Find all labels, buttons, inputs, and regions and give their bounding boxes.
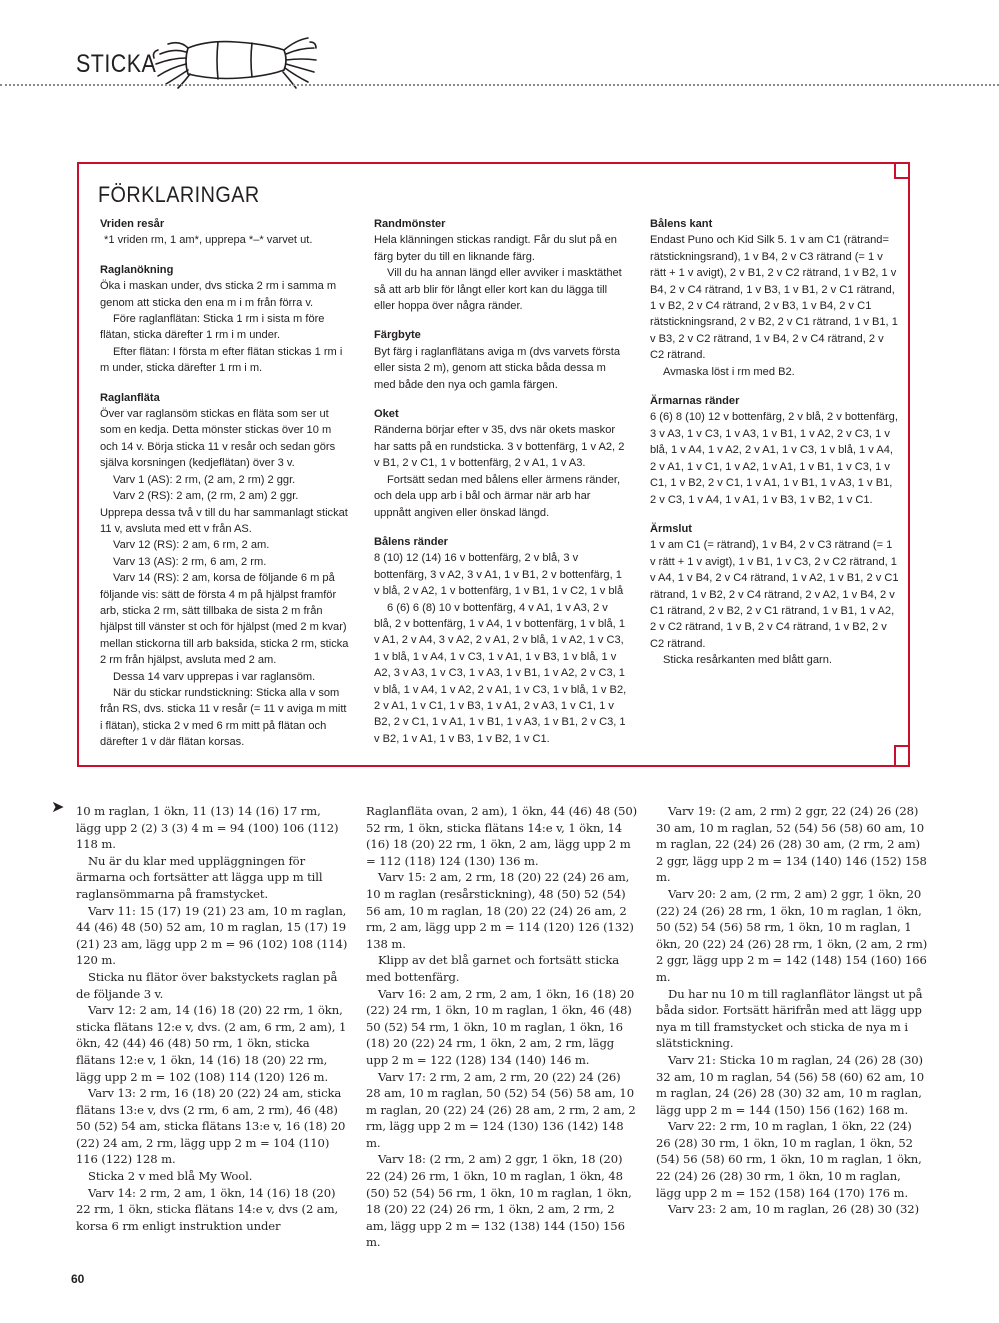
box-tab-bottom bbox=[894, 745, 910, 767]
paragraph: Efter flätan: I första m efter flätan stickas 1 rm i m under, sticka därefter 1 rm i m. bbox=[100, 345, 343, 375]
box-title: FÖRKLARINGAR bbox=[98, 182, 260, 207]
paragraph: När du stickar rundstickning: Sticka alla v som från RS, dvs. sticka 11 v resår (= 11 v aviga m mitt i flätan), sticka 2 v med 6 rm mitt på flätan och därefter 1 v där flätan korsas. bbox=[100, 686, 347, 749]
subheading: Bålens ränder bbox=[374, 535, 448, 548]
paragraph: Fortsätt sedan med bålens eller ärmens ränder, och dela upp arb i bål och ärmar när arb har uppnått angiven eller önskad längd. bbox=[374, 473, 621, 519]
spacer bbox=[100, 377, 350, 390]
paragraph: Varv 20: 2 am, (2 rm, 2 am) 2 ggr, 1 ökn, 20 (22) 24 (26) 28 rm, 1 ökn, 10 m raglan, 1 ökn, 50 (52) 54 (56) 58 rm, 1 ökn, 10 m raglan, 1 ökn, 20 (22) 24 (26) 28 rm, 1 ökn, (2 am, 2 rm) 2 ggr, lägg upp 2 m = 142 (148) 154 (160) 166 m. bbox=[656, 886, 928, 984]
paragraph: 1 v am C1 (= rätrand), 1 v B4, 2 v C3 rätrand (= 1 v rätt + 1 v avigt), 1 v B1, 1 v C3, 2 v C2 rätrand, 1 v A4, 1 v B4, 2 v C4 rätrand, 1 v A2, 1 v B1, 2 v C1 rätrand, 1 v B2, 2 v C4 rätrand, 2 v A2, 1 v B4, 2 v C1 rätrand, 2 v B2, 2 v C1 rätrand, 1 v B1, 1 v A2, 2 v C2 rätrand, 1 v B, 2 v C4 rätrand, 1 v B2, 2 v C2 rätrand. bbox=[650, 539, 899, 650]
paragraph: Varv 22: 2 rm, 10 m raglan, 1 ökn, 22 (24) 26 (28) 30 rm, 1 ökn, 10 m raglan, 1 ökn, 52 (54) 56 (58) 60 rm, 1 ökn, 10 m raglan, 1 ökn, 22 (24) 26 (28) 30 rm, 1 ökn, 10 m raglan, lägg upp 2 m = 152 (158) 164 (170) 176 m. bbox=[656, 1119, 922, 1200]
box-column-1 bbox=[100, 216, 350, 751]
paragraph: 6 (6) 6 (8) 10 v bottenfärg, 4 v A1, 1 v A3, 2 v blå, 2 v bottenfärg, 1 v A4, 1 v bottenfärg, 1 v blå, 1 v A1, 2 v A4, 3 v A2, 2 v A1, 2 v blå, 1 v A2, 1 v C3, 1 v blå, 1 v A4, 1 v C3, 1 v A1, 1 v B3, 1 v blå, 1 v A2, 3 v A3, 1 v C3, 1 v A3, 1 v B1, 1 v A2, 2 v C3, 1 v blå, 1 v A4, 1 v A2, 2 v A1, 1 v C3, 1 v blå, 1 v B2, 2 v A1, 1 v C1, 1 v B3, 1 v A1, 2 v A3, 1 v C1, 1 v B2, 2 v C1, 1 v A1, 1 v B1, 1 v A3, 1 v B1, 2 v C3, 1 v B2, 1 v A1, 1 v B3, 1 v B2, 1 v C1. bbox=[374, 601, 627, 745]
paragraph: 8 (10) 12 (14) 16 v bottenfärg, 2 v blå, 3 v bottenfärg, 3 v A2, 3 v A1, 1 v B1, 2 v bottenfärg, 1 v blå, 2 v A2, 1 v bottenfärg, 1 v B1, 1 v C2, 1 v blå bbox=[374, 552, 624, 598]
paragraph: Raglanfläta ovan, 2 am), 1 ökn, 44 (46) 48 (50) 52 rm, 1 ökn, sticka flätans 14:e v, 1 ökn, 14 (16) 18 (20) 22 rm, 1 ökn, 2 am, lägg upp 2 m = 112 (118) 124 (130) 136 m. bbox=[366, 804, 638, 868]
paragraph: Varv 15: 2 am, 2 rm, 18 (20) 22 (24) 26 am, 10 m raglan (resårstickning), 48 (50) 52 (54) 56 am, 10 m raglan, 18 (20) 22 (24) 26 am, 2 rm, 2 am, lägg upp 2 m = 114 (120) 126 (132) 138 m. bbox=[366, 870, 634, 951]
paragraph: Varv 19: (2 am, 2 rm) 2 ggr, 22 (24) 26 (28) 30 am, 10 m raglan, 52 (54) 56 (58) 60 am, 10 m raglan, 22 (24) 26 (28) 30 am, (2 rm, 2 am) 2 ggr, lägg upp 2 m = 134 (140) 146 (152) 158 m. bbox=[656, 804, 927, 885]
paragraph: Före raglanflätan: Sticka 1 rm i sista m före flätan, sticka därefter 1 rm i m under. bbox=[100, 313, 325, 342]
paragraph: *1 vriden rm, 1 am*, upprepa *–* varvet ut. bbox=[104, 234, 313, 247]
paragraph: Avmaska löst i rm med B2. bbox=[663, 365, 795, 378]
paragraph: Klipp av det blå garnet och fortsätt sticka med bottenfärg. bbox=[366, 953, 620, 984]
paragraph: Sticka 2 v med blå My Wool. bbox=[88, 1169, 253, 1184]
paragraph: Varv 1 (AS): 2 rm, (2 am, 2 rm) 2 ggr. bbox=[113, 473, 296, 486]
paragraph: Sticka nu flätor över bakstyckets raglan på de följande 3 v. bbox=[76, 969, 338, 1001]
subheading: Ärmslut bbox=[650, 522, 692, 535]
spacer bbox=[650, 380, 900, 393]
page-number: 60 bbox=[71, 1272, 85, 1286]
paragraph: Dessa 14 varv upprepas i var raglansöm. bbox=[113, 670, 316, 683]
paragraph: Varv 21: Sticka 10 m raglan, 24 (26) 28 (30) 32 am, 10 m raglan, 54 (56) 58 (60) 62 am, 10 m raglan, 24 (26) 28 (30) 32 am, 10 m raglan, lägg upp 2 m = 144 (150) 156 (162) 168 m. bbox=[656, 1052, 924, 1117]
paragraph: Varv 13 (AS): 2 rm, 6 am, 2 rm. bbox=[113, 555, 267, 568]
paragraph: Byt färg i raglanflätans aviga m (dvs varvets första eller sista 2 m), genom att sticka båda dessa m med både den nya och gamla färgen. bbox=[374, 345, 621, 391]
paragraph: Över var raglansöm stickas en fläta som ser ut som en kedja. Detta mönster stickas över 10 m och 14 v. Börja sticka 11 v resår och sedan görs själva korsningen (kedjeflätan) över 3 v. bbox=[100, 408, 336, 470]
box-column-2 bbox=[374, 216, 628, 747]
yarn-skein-icon bbox=[148, 30, 318, 90]
box-column-3 bbox=[650, 216, 900, 669]
header-divider bbox=[0, 84, 999, 86]
spacer bbox=[100, 249, 350, 262]
paragraph: 10 m raglan, 1 ökn, 11 (13) 14 (16) 17 rm, lägg upp 2 (2) 3 (3) 4 m = 94 (100) 106 (112) 118 m. bbox=[76, 804, 339, 852]
paragraph: Ränderna börjar efter v 35, dvs när okets maskor har satts på en rundsticka. 3 v bottenfärg, 1 v A2, 2 v B1, 2 v C1, 1 v bottenfärg, 2 v A1, 1 v A3. bbox=[374, 424, 625, 470]
paragraph: Hela klänningen stickas randigt. Får du slut på en färg byter du till en liknande färg. bbox=[374, 234, 617, 263]
subheading: Raglanfläta bbox=[100, 391, 160, 404]
paragraph: Varv 23: 2 am, 10 m raglan, 26 (28) 30 (32) bbox=[668, 1202, 919, 1217]
paragraph: Varv 13: 2 rm, 16 (18) 20 (22) 24 am, sticka flätans 13:e v, dvs (2 rm, 6 am, 2 rm), 46 (48) 50 (52) 54 am, sticka flätans 13:e v, 16 (18) 20 (22) 24 am, 2 rm, lägg upp 2 m = 104 (110) 116 (122) 128 m. bbox=[76, 1086, 346, 1167]
paragraph: Varv 16: 2 am, 2 rm, 2 am, 1 ökn, 16 (18) 20 (22) 24 rm, 1 ökn, 10 m raglan, 1 ökn, 46 (48) 50 (52) 54 rm, 1 ökn, 10 m raglan, 1 ökn, 16 (18) 20 (22) 24 rm, 1 ökn, 2 am, 2 rm, lägg upp 2 m = 122 (128) 134 (140) 146 m. bbox=[366, 986, 635, 1067]
paragraph: Varv 2 (RS): 2 am, (2 rm, 2 am) 2 ggr. bbox=[113, 490, 299, 503]
paragraph: Varv 12 (RS): 2 am, 6 rm, 2 am. bbox=[113, 539, 270, 552]
paragraph: Vill du ha annan längd eller avviker i masktäthet så att arb blir för långt eller kort kan du lägga till eller hoppa över några ränder. bbox=[374, 267, 622, 313]
subheading: Vriden resår bbox=[100, 218, 165, 230]
box-tab-top bbox=[894, 163, 910, 179]
spacer bbox=[374, 393, 628, 406]
paragraph: Varv 12: 2 am, 14 (16) 18 (20) 22 rm, 1 ökn, sticka flätans 12:e v, dvs. (2 am, 6 rm, 2 am), 1 ökn, 42 (44) 46 (48) 50 rm, 1 ökn, sticka flätans 12:e v, 1 ökn, 14 (16) 18 (20) 22 rm, lägg upp 2 m = 102 (108) 114 (120) 126 m. bbox=[76, 1003, 347, 1084]
paragraph: Varv 14 (RS): 2 am, korsa de följande 6 m på följande vis: sätt de första 4 m på hjälpst framför arb, sticka 2 rm, sätt tillbaka de sista 2 m från hjälpst till vänster st och för hjälpst (med 2 m kvar) mellan stickorna till arb baksida, sticka 2 rm, sticka 2 rm från hjälpst, avsluta med 2 am. bbox=[100, 572, 349, 667]
paragraph: Öka i maskan under, dvs sticka 2 rm i samma m genom att sticka den ena m i m från förra v. bbox=[100, 280, 337, 309]
paragraph: Nu är du klar med uppläggningen för ärmarna och fortsätter att lägga upp m till raglansömmarna på framstycket. bbox=[76, 853, 323, 901]
subheading: Oket bbox=[374, 408, 399, 421]
paragraph: Varv 11: 15 (17) 19 (21) 23 am, 10 m raglan, 44 (46) 48 (50) 52 am, 10 m raglan, 15 (17) 19 (21) 23 am, lägg upp 2 m = 96 (102) 108 (114) 120 m. bbox=[76, 903, 348, 968]
paragraph: Upprepa dessa två v till du har sammanlagt stickat 11 v, avsluta med ett v från AS. bbox=[100, 506, 348, 535]
paragraph: Endast Puno och Kid Silk 5. 1 v am C1 (rätrand= rätstickningsrand), 1 v B4, 2 v C3 rätrand (= 1 v rätt + 1 v avigt), 2 v B1, 2 v C2 rätrand, 1 v B2, 1 v B4, 2 v C4 rätrand, 1 v B3, 1 v B1, 2 v C1 rätrand, 1 v B2, 2 v C4 rätrand, 2 v B3, 1 v B4, 2 v C1 rätstickningsrand, 2 v B2, 2 v C1 rätrand, 1 v B1, 1 v B3, 2 v C2 rätrand, 1 v B4, 2 v C4 rätrand, 2 v C2 rätrand. bbox=[650, 234, 898, 362]
main-column-2 bbox=[366, 803, 638, 1251]
subheading: Raglanökning bbox=[100, 263, 174, 276]
continue-arrow-icon: ➤ bbox=[51, 799, 65, 816]
spacer bbox=[374, 314, 628, 327]
paragraph: Varv 18: (2 rm, 2 am) 2 ggr, 1 ökn, 18 (20) 22 (24) 26 rm, 1 ökn, 10 m raglan, 1 ökn, 48 (50) 52 (54) 56 rm, 1 ökn, 10 m raglan, 1 ökn, 18 (20) 22 (24) 26 rm, 1 ökn, 2 am, 2 rm, 2 am, lägg upp 2 m = 132 (138) 144 (150) 156 m. bbox=[366, 1152, 632, 1250]
paragraph: Sticka resårkanten med blått garn. bbox=[663, 654, 832, 667]
spacer bbox=[374, 521, 628, 534]
section-title: STICKA bbox=[76, 50, 157, 78]
subheading: Bålens kant bbox=[650, 218, 713, 230]
paragraph: Du har nu 10 m till raglanflätor längst ut på båda sidor. Fortsätt härifrån med att lägg upp nya m till framstycket och sticka de nya m i slätstickning. bbox=[656, 986, 923, 1051]
paragraph: 6 (6) 8 (10) 12 v bottenfärg, 2 v blå, 2 v bottenfärg, 3 v A3, 1 v C3, 1 v A3, 1 v B1, 1 v A2, 2 v C3, 1 v blå, 1 v A4, 1 v A2, 2 v A1, 1 v C3, 1 v blå, 1 v A4, 2 v A1, 1 v C1, 1 v A2, 1 v A1, 1 v B1, 1 v C3, 1 v C1, 1 v B2, 2 v C1, 1 v A1, 1 v B1, 1 v A3, 1 v B1, 2 v C3, 1 v A4, 1 v A1, 1 v B3, 1 v B2, 1 v C1. bbox=[650, 411, 898, 506]
subheading: Färgbyte bbox=[374, 329, 421, 342]
paragraph: Varv 14: 2 rm, 2 am, 1 ökn, 14 (16) 18 (20) 22 rm, 1 ökn, sticka flätans 14:e v, dvs (2 am, korsa 6 rm enligt instruktion under bbox=[76, 1185, 339, 1233]
subheading: Ärmarnas ränder bbox=[650, 395, 740, 408]
paragraph: Varv 17: 2 rm, 2 am, 2 rm, 20 (22) 24 (26) 28 am, 10 m raglan, 50 (52) 54 (56) 58 am, 10 m raglan, 20 (22) 24 (26) 28 am, 2 rm, 2 am, 2 rm, lägg upp 2 m = 124 (130) 136 (142) 148 m. bbox=[366, 1069, 636, 1150]
page-header bbox=[72, 30, 932, 90]
main-column-1 bbox=[76, 803, 348, 1234]
spacer bbox=[650, 508, 900, 521]
subheading: Randmönster bbox=[374, 218, 446, 230]
main-column-3 bbox=[656, 803, 928, 1218]
